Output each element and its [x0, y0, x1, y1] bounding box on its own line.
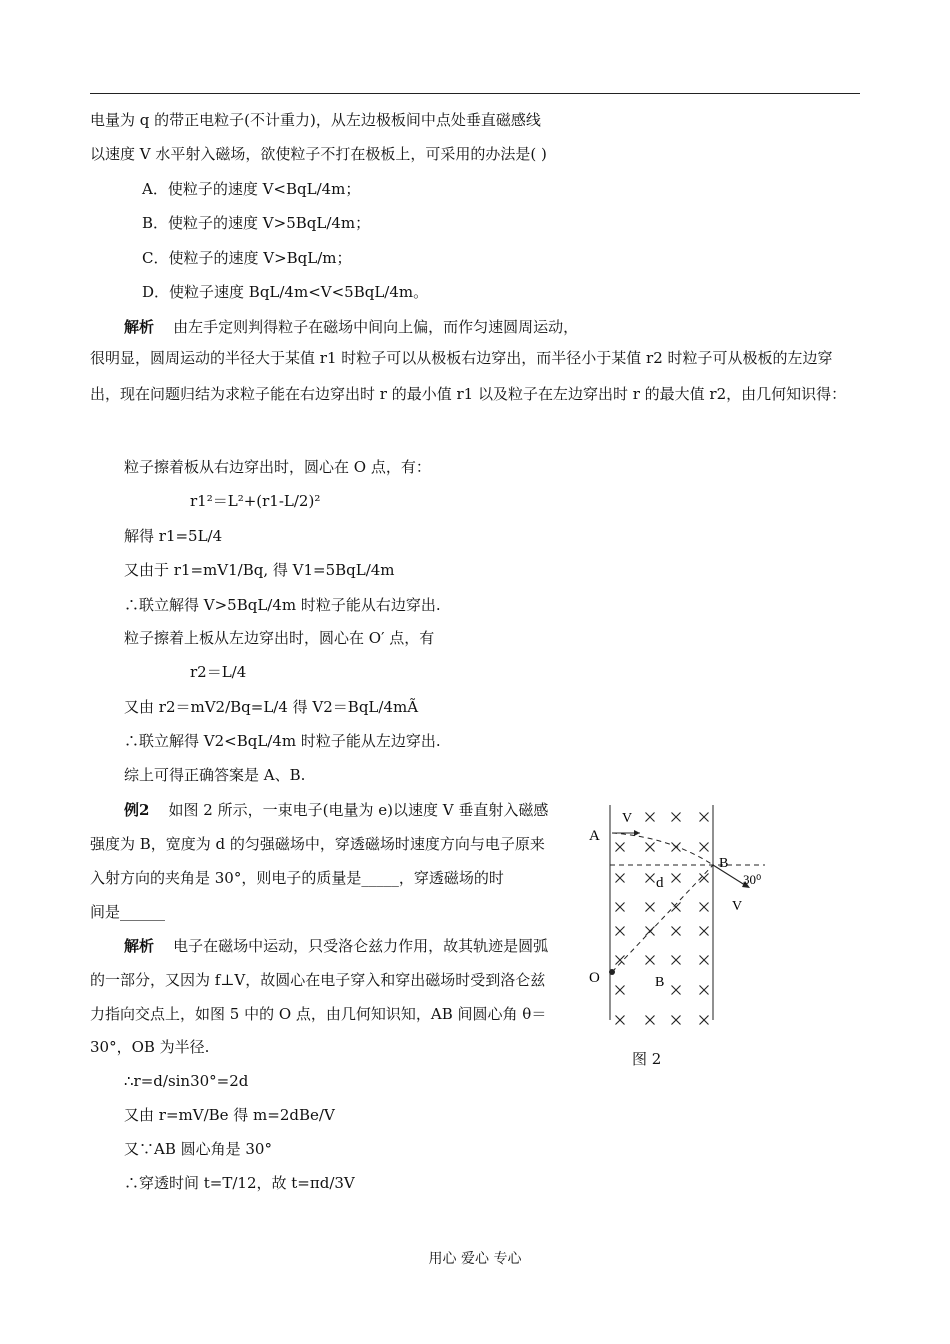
- analysis1-line: 又由 r2＝mV2/Bq=L/4 得 V2＝BqL/4mÃ: [124, 698, 419, 716]
- example2-line-2: 强度为 B，宽度为 d 的匀强磁场中，穿透磁场时速度方向与电子原来: [90, 835, 545, 853]
- analysis1-line: 粒子擦着板从右边穿出时，圆心在 O 点，有：: [124, 458, 431, 476]
- analysis1-label: 解析: [124, 318, 155, 336]
- analysis2-line-3: 力指向交点上，如图 5 中的 O 点，由几何知识知，AB 间圆心角 θ＝: [90, 1005, 547, 1023]
- analysis2-step: 又∵AB 圆心角是 30°: [124, 1140, 272, 1158]
- analysis2-text: 电子在磁场中运动，只受洛仑兹力作用，故其轨迹是圆弧: [173, 937, 549, 955]
- analysis2-label: 解析: [124, 937, 155, 955]
- magnetic-field-diagram: [580, 795, 780, 1075]
- problem-line-1: 电量为 q 的带正电粒子(不计重力)，从左边极板间中点处垂直磁感线: [90, 111, 541, 129]
- label-o: O: [589, 970, 600, 986]
- analysis1-equation: r2＝L/4: [190, 663, 247, 681]
- figure-caption: 图 2: [632, 1050, 662, 1068]
- analysis2-step: ∴穿透时间 t=T/12，故 t=πd/3V: [124, 1174, 355, 1192]
- label-b-lower: B: [655, 975, 665, 990]
- analysis1-conclusion: 综上可得正确答案是 A、B.: [124, 766, 306, 784]
- label-d: d: [656, 875, 664, 891]
- example2-line-4: 间是______: [90, 903, 166, 921]
- analysis1-paragraph: 很明显，圆周运动的半径大于某值 r1 时粒子可以从极板右边穿出，而半径小于某值 r2 时粒子可从极板的左边穿出，现在问题归结为求粒子能在右边穿出时 r 的最小值 r1 以及粒子在左边穿出时 r 的最大值 r2，由几何知识得：: [90, 349, 847, 403]
- example2-line-1: [124, 800, 548, 820]
- label-angle: 30⁰: [743, 872, 762, 887]
- header-rule: [90, 93, 860, 94]
- analysis1-line: 粒子擦着上板从左边穿出时，圆心在 O′ 点，有: [124, 629, 435, 647]
- option-c: C．使粒子的速度 V>BqL/m；: [142, 249, 352, 267]
- analysis2-step: 又由 r=mV/Be 得 m=2dBe/V: [124, 1106, 335, 1124]
- analysis1-line: ∴联立解得 V>5BqL/4m 时粒子能从右边穿出.: [124, 596, 441, 614]
- center-point-o: [609, 969, 615, 975]
- page-footer: 用心 爱心 专心: [428, 1251, 522, 1267]
- option-b: B．使粒子的速度 V>5BqL/4m；: [142, 214, 371, 232]
- analysis1-intro: [124, 317, 578, 337]
- analysis1-line: ∴联立解得 V2<BqL/4m 时粒子能从左边穿出.: [124, 732, 441, 750]
- analysis2-line-1: [124, 936, 548, 956]
- option-a: A．使粒子的速度 V<BqL/4m；: [142, 180, 361, 198]
- example2-line-3: 入射方向的夹角是 30°，则电子的质量是_____，穿透磁场的时: [90, 869, 504, 887]
- problem-line-2: 以速度 V 水平射入磁场，欲使粒子不打在极板上，可采用的办法是( ): [90, 145, 547, 163]
- analysis2-step: ∴r=d/sin30°=2d: [124, 1072, 249, 1090]
- example2-text: 如图 2 所示，一束电子(电量为 e)以速度 V 垂直射入磁感: [168, 801, 549, 819]
- label-v-in: V: [622, 811, 633, 826]
- label-v-out: V: [732, 899, 743, 914]
- option-d: D．使粒子速度 BqL/4m<V<5BqL/4m。: [142, 283, 429, 301]
- electron-trajectory: [612, 833, 713, 865]
- label-b: B: [719, 856, 729, 871]
- label-a: A: [589, 828, 600, 844]
- example2-label: 例2: [124, 801, 150, 819]
- analysis2-line-2: 的一部分，又因为 f⊥V，故圆心在电子穿入和穿出磁场时受到洛仑兹: [90, 971, 546, 989]
- analysis1-line: 解得 r1=5L/4: [124, 527, 223, 545]
- analysis1-equation: r1²＝L²+(r1-L/2)²: [190, 492, 321, 510]
- analysis1-line: 又由于 r1=mV1/Bq, 得 V1=5BqL/4m: [124, 561, 395, 579]
- analysis1-first: 由左手定则判得粒子在磁场中间向上偏，而作匀速圆周运动，: [173, 318, 579, 336]
- analysis2-line-4: 30°，OB 为半径.: [90, 1038, 210, 1056]
